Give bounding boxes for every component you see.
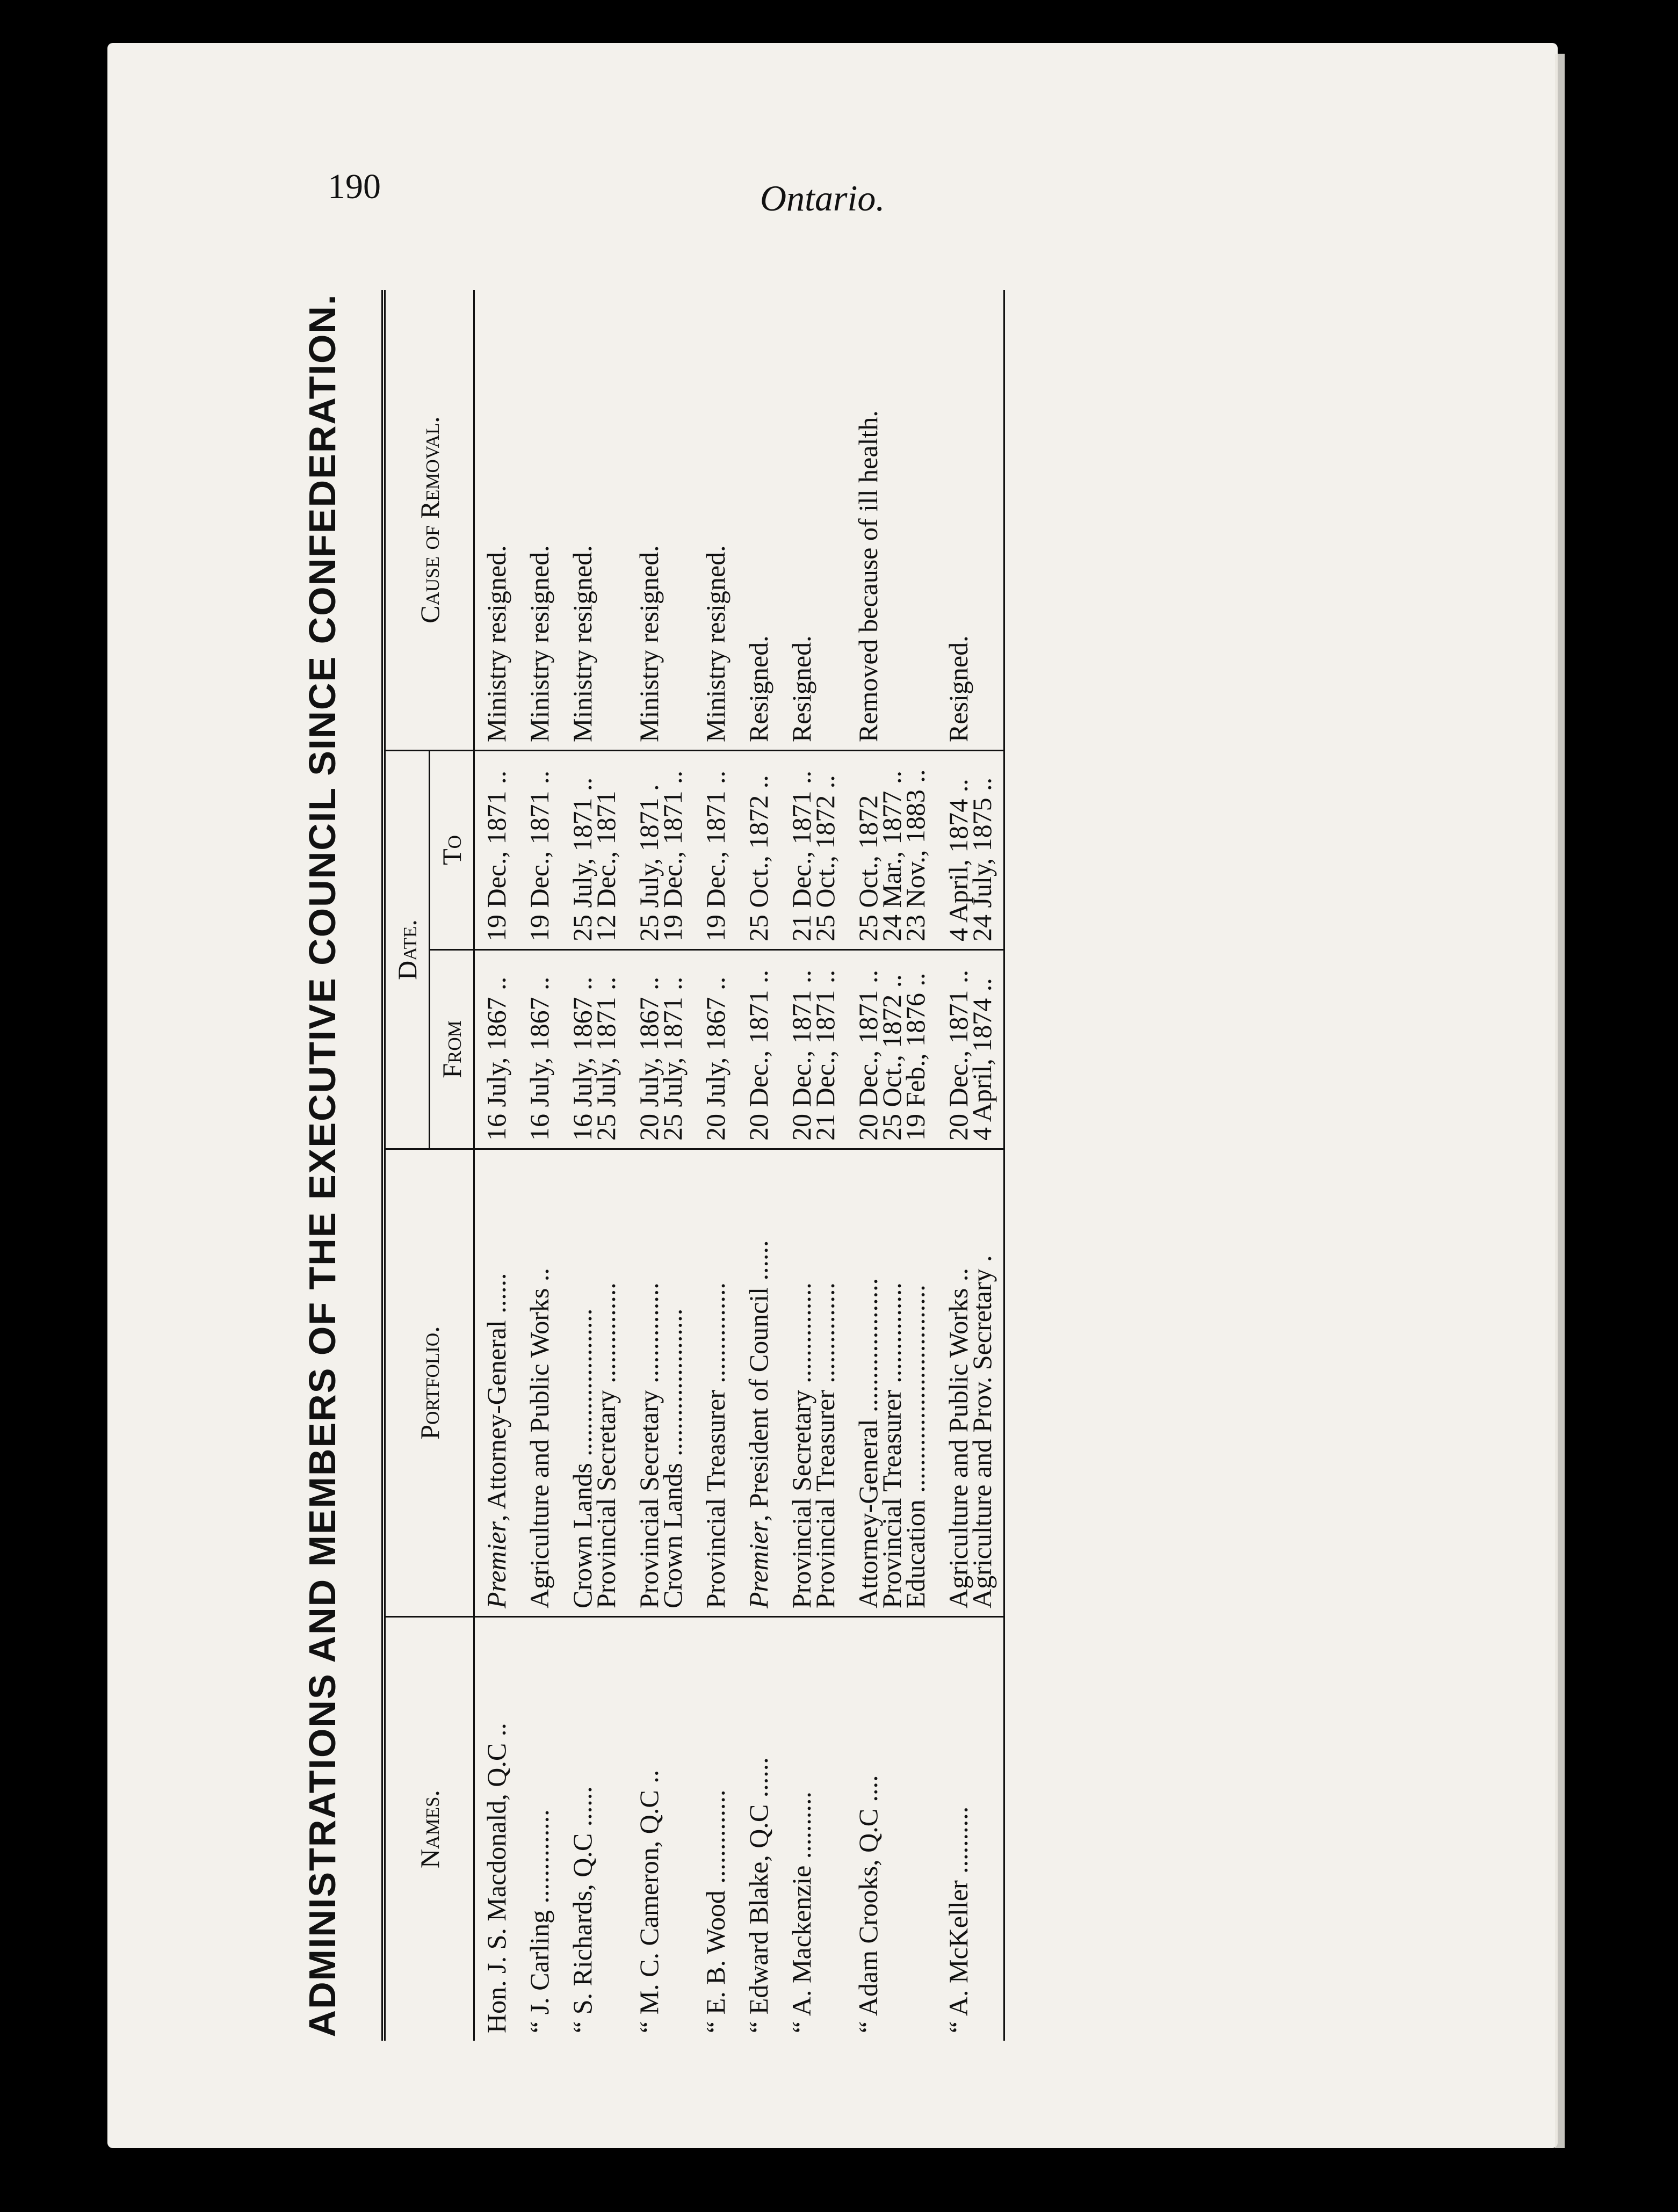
- cause-text: Ministry resigned.: [567, 545, 597, 742]
- cause-text: Ministry resigned.: [700, 545, 730, 742]
- portfolio-text: , Attorney-General ......: [481, 1273, 511, 1521]
- date-from: 16 July, 1867 ..: [481, 976, 511, 1141]
- portfolio-text: Provincial Treasurer ...............: [877, 1282, 907, 1608]
- date-from: 20 July, 1867 ..: [700, 976, 730, 1141]
- portfolio-text: Crown Lands ......................: [657, 1308, 688, 1608]
- cell-to: [627, 751, 694, 950]
- table-row: [561, 290, 627, 2041]
- member-name: “ Edward Blake, Q.C ......: [743, 1757, 773, 2033]
- date-from: 25 Oct., 1872 ..: [877, 974, 907, 1141]
- cell-to: [474, 751, 518, 950]
- date-from: 21 Dec., 1871 ..: [810, 970, 840, 1141]
- date-from: 20 Dec., 1871 ..: [743, 970, 773, 1141]
- member-name: “ S. Richards, Q.C ......: [567, 1786, 597, 2033]
- portfolio-line: [524, 1157, 554, 1608]
- cell-from: [780, 950, 847, 1149]
- cell-to: [937, 751, 1004, 950]
- date-from: 4 April, 1874 ..: [967, 978, 997, 1141]
- date-from: 20 Dec., 1871 ..: [786, 970, 816, 1141]
- cell-to: [561, 751, 627, 950]
- page-edge: [1555, 54, 1565, 2148]
- cell-portfolio: [474, 1149, 518, 1617]
- cell-portfolio: [694, 1149, 737, 1617]
- header-date: Date.: [384, 751, 430, 1149]
- date-to: 25 Oct., 1872: [853, 795, 883, 941]
- portfolio-line: [657, 1157, 688, 1608]
- portfolio-premier: Premier: [743, 1521, 773, 1608]
- portfolio-text: Attorney-General ....................: [853, 1278, 883, 1608]
- cell-portfolio: [847, 1149, 937, 1617]
- cell-name: [694, 1617, 737, 2041]
- table-row: [518, 290, 561, 2041]
- portfolio-line: [700, 1157, 730, 1608]
- date-to: 23 Nov., 1883 ..: [900, 769, 930, 941]
- table-row: [780, 290, 847, 2041]
- portfolio-text: Agriculture and Public Works ..: [943, 1268, 973, 1608]
- cell-to: [694, 751, 737, 950]
- table-body: [474, 290, 1004, 2041]
- member-name: Hon. J. S. Macdonald, Q.C ..: [481, 1723, 511, 2033]
- cell-portfolio: [518, 1149, 561, 1617]
- book-spine: [1568, 0, 1676, 2212]
- cell-name: [627, 1617, 694, 2041]
- cell-cause: [518, 290, 561, 751]
- cell-cause: [561, 290, 627, 751]
- date-to: 19 Dec., 1871 ..: [700, 771, 730, 941]
- cell-from: [627, 950, 694, 1149]
- date-to: 25 July, 1871 ..: [567, 777, 597, 941]
- portfolio-text: Provincial Treasurer ...............: [810, 1282, 840, 1608]
- cell-name: [474, 1617, 518, 2041]
- cell-cause: [937, 290, 1004, 751]
- cell-from: [474, 950, 518, 1149]
- portfolio-text: Provincial Secretary ...............: [786, 1282, 816, 1608]
- cause-text: Resigned.: [743, 635, 773, 742]
- cell-cause: [627, 290, 694, 751]
- member-name: “ Adam Crooks, Q.C ....: [853, 1775, 883, 2033]
- date-from: 20 July, 1867 ..: [634, 976, 664, 1141]
- cause-text: Resigned.: [786, 635, 816, 742]
- cell-from: [847, 950, 937, 1149]
- cell-name: [737, 1617, 780, 2041]
- table-row: [737, 290, 780, 2041]
- cell-from: [561, 950, 627, 1149]
- cause-text: Ministry resigned.: [634, 545, 664, 742]
- member-name: “ A. McKeller ..........: [943, 1806, 973, 2033]
- date-from: 25 July, 1871 ..: [591, 976, 621, 1141]
- portfolio-line: [591, 1157, 621, 1608]
- cell-portfolio: [737, 1149, 780, 1617]
- date-from: 16 July, 1867 ..: [567, 976, 597, 1141]
- cell-cause: [694, 290, 737, 751]
- cell-from: [694, 950, 737, 1149]
- date-to: 25 Oct., 1872 ..: [743, 775, 773, 941]
- member-name: “ A. Mackenzie ..........: [786, 1792, 816, 2033]
- date-to: 24 July, 1875 ..: [967, 777, 997, 941]
- cell-cause: [737, 290, 780, 751]
- cell-name: [780, 1617, 847, 2041]
- cell-cause: [780, 290, 847, 751]
- portfolio-text: Crown Lands ......................: [567, 1308, 597, 1608]
- cell-portfolio: [780, 1149, 847, 1617]
- member-name: “ J. Carling ..............: [524, 1809, 554, 2033]
- portfolio-text: Provincial Secretary ...............: [591, 1282, 621, 1608]
- date-to: 19 Dec., 1871 ..: [657, 771, 688, 941]
- table-row: [847, 290, 937, 2041]
- cell-portfolio: [627, 1149, 694, 1617]
- portfolio-premier: Premier: [481, 1521, 511, 1608]
- header-to: To: [430, 751, 474, 950]
- cell-to: [780, 751, 847, 950]
- portfolio-line: [481, 1157, 511, 1608]
- cell-to: [847, 751, 937, 950]
- cell-cause: [847, 290, 937, 751]
- member-name: “ M. C. Cameron, Q.C ..: [634, 1769, 664, 2033]
- portfolio-text: Provincial Treasurer ...............: [700, 1282, 730, 1608]
- cell-to: [518, 751, 561, 950]
- council-table-wrap: [381, 290, 1005, 2041]
- portfolio-line: [810, 1157, 840, 1608]
- portfolio-text: Agriculture and Public Works ..: [524, 1268, 554, 1608]
- date-to: 21 Dec., 1871 ..: [786, 771, 816, 941]
- date-to: 4 April, 1874 ..: [943, 779, 973, 941]
- member-name: “ E. B. Wood ..............: [700, 1789, 730, 2033]
- table-row: [474, 290, 518, 2041]
- cell-to: [737, 751, 780, 950]
- portfolio-text: Agriculture and Prov. Secretary .: [967, 1255, 997, 1608]
- cause-text: Resigned.: [943, 635, 973, 742]
- date-to: 19 Dec., 1871 ..: [524, 771, 554, 941]
- cell-name: [847, 1617, 937, 2041]
- executive-council-table: [381, 290, 1005, 2041]
- portfolio-text: Provincial Secretary ...............: [634, 1282, 664, 1608]
- table-row: [937, 290, 1004, 2041]
- cell-from: [737, 950, 780, 1149]
- table-row: [694, 290, 737, 2041]
- cell-from: [518, 950, 561, 1149]
- cause-text: Ministry resigned.: [524, 545, 554, 742]
- header-cause: Cause of Removal.: [384, 290, 474, 751]
- date-to: 12 Dec., 1871: [591, 790, 621, 941]
- portfolio-text: , President of Council ......: [743, 1240, 773, 1521]
- portfolio-line: [967, 1157, 997, 1608]
- running-head: Ontario.: [760, 178, 885, 219]
- portfolio-text: Education ...............................: [900, 1285, 930, 1608]
- date-to: 24 Mar., 1877 ..: [877, 770, 907, 941]
- header-portfolio: Portfolio.: [384, 1149, 474, 1617]
- cell-portfolio: [937, 1149, 1004, 1617]
- date-from: 16 July, 1867 ..: [524, 976, 554, 1141]
- cell-portfolio: [561, 1149, 627, 1617]
- header-names: Names.: [384, 1617, 474, 2041]
- header-row-top: [384, 290, 430, 2041]
- date-to: 25 July, 1871 .: [634, 784, 664, 941]
- cell-name: [518, 1617, 561, 2041]
- rotated-table-block: [301, 290, 1278, 2041]
- cell-from: [937, 950, 1004, 1149]
- portfolio-line: [900, 1157, 930, 1608]
- page-number: 190: [328, 167, 381, 206]
- date-from: 20 Dec., 1871 ..: [943, 970, 973, 1141]
- date-to: 19 Dec., 1871 ..: [481, 771, 511, 941]
- date-to: 25 Oct., 1872 ..: [810, 775, 840, 941]
- date-from: 25 July, 1871 ..: [657, 976, 688, 1141]
- cause-text: Removed because of ill health.: [853, 410, 883, 742]
- table-row: [627, 290, 694, 2041]
- cell-name: [937, 1617, 1004, 2041]
- table-title: ADMINISTRATIONS AND MEMBERS OF THE EXECUTIVE COUNCIL SINCE CONFEDERATION.: [301, 293, 343, 2037]
- portfolio-line: [743, 1157, 773, 1608]
- cell-name: [561, 1617, 627, 2041]
- cause-text: Ministry resigned.: [481, 545, 511, 742]
- header-from: From: [430, 950, 474, 1149]
- cell-cause: [474, 290, 518, 751]
- date-from: 19 Feb., 1876 ..: [900, 973, 930, 1141]
- date-from: 20 Dec., 1871 ..: [853, 970, 883, 1141]
